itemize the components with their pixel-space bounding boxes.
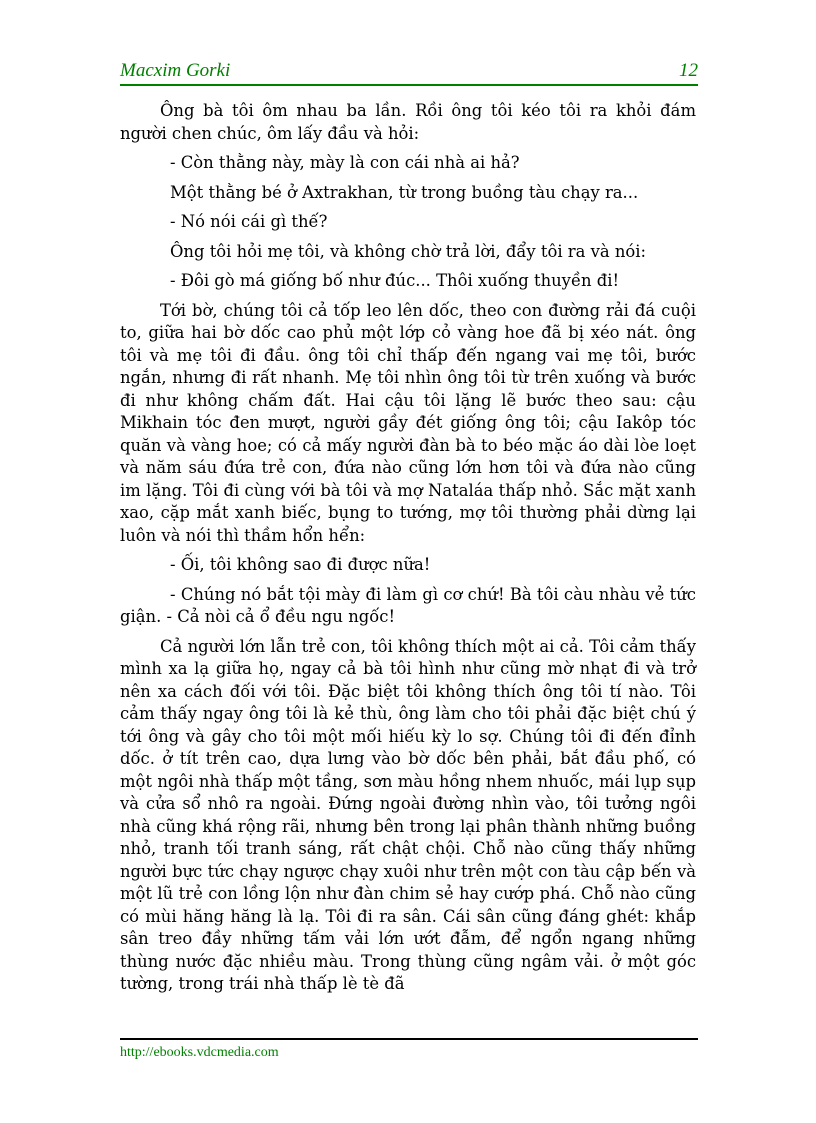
paragraph: Cả người lớn lẫn trẻ con, tôi không thích một ai cả. Tôi cảm thấy mình xa lạ giữa họ, ngay cả bà tôi hình như cũng mờ nhạt đi và trở nên xa cách đối với tôi. Đặc biệt tôi không thích ông tôi tí nào. Tôi cảm thấy ngay ông tôi là kẻ thù, ông làm cho tôi phải đặc biệt chú ý tới ông và gây cho tôi một mối hiếu kỳ lo sợ. Chúng tôi đi đến đỉnh dốc. ở tít trên cao, dựa lưng vào bờ dốc bên phải, bắt đầu phố, có một ngôi nhà thấp một tầng, sơn màu hồng nhem nhuốc, mái lụp sụp và cửa sổ nhô ra ngoài. Đứng ngoài đường nhìn vào, tôi tưởng ngôi nhà cũng khá rộng rãi, nhưng bên trong lại phân thành những buồng nhỏ, tranh tối tranh sáng, rất chật chội. Chỗ nào cũng thấy những người bực tức chạy ngược chạy xuôi như trên một con tàu cập bến và một lũ trẻ con lồng lộn như đàn chim sẻ hay cướp phá. Chỗ nào cũng có mùi hăng hăng là lạ. Tôi đi ra sân. Cái sân cũng đáng ghét: khắp sân treo đầy những tấm vải lớn ướt đẫm, để ngổn ngang những thùng nước đặc nhiều màu. Trong thùng cũng ngâm vải. ở một góc tường, trong trái nhà thấp lè tè đã: [120, 636, 696, 993]
footer-divider: [120, 1038, 698, 1040]
body-text: [120, 100, 696, 1003]
page-header: [120, 60, 698, 86]
paragraph: Một thằng bé ở Axtrakhan, từ trong buồng tàu chạy ra...: [170, 182, 639, 202]
paragraph: Tới bờ, chúng tôi cả tốp leo lên dốc, theo con đường rải đá cuội to, giữa hai bờ dốc cao phủ một lớp cỏ vàng hoe đã bị xéo nát. ông tôi và mẹ tôi đi đầu. ông tôi chỉ thấp đến ngang vai mẹ tôi, bước ngắn, nhưng đi rất nhanh. Mẹ tôi nhìn ông tôi từ trên xuống và bước đi như không chấm đất. Hai cậu tôi lặng lẽ bước theo sau: cậu Mikhain tóc đen mượt, người gầy đét giống ông tôi; cậu Iakôp tóc quăn và vàng hoe; có cả mấy người đàn bà to béo mặc áo dài lòe loẹt và năm sáu đứa trẻ con, đứa nào cũng lớn hơn tôi và đứa nào cũng im lặng. Tôi đi cùng với bà tôi và mợ Nataláa thấp nhỏ. Sắc mặt xanh xao, cặp mắt xanh biếc, bụng to tướng, mợ tôi thường phải dừng lại luôn và nói thì thầm hổn hển:: [120, 300, 696, 545]
paragraph: Ông tôi hỏi mẹ tôi, và không chờ trả lời, đẩy tôi ra và nói:: [170, 241, 647, 261]
paragraph: - Nó nói cái gì thế?: [170, 212, 328, 231]
paragraph: - Chúng nó bắt tội mày đi làm gì cơ chứ! Bà tôi càu nhàu vẻ tức giận. - Cả nòi cả ổ đều ngu ngốc!: [120, 584, 696, 626]
paragraph: Ông bà tôi ôm nhau ba lần. Rồi ông tôi kéo tôi ra khỏi đám người chen chúc, ôm lấy đầu và hỏi:: [120, 101, 696, 143]
header-author: Macxim Gorki: [120, 60, 231, 81]
footer-url: http://ebooks.vdcmedia.com: [120, 1045, 279, 1060]
paragraph: - Ối, tôi không sao đi được nữa!: [170, 555, 431, 574]
header-page-number: 12: [679, 60, 698, 81]
paragraph: - Đôi gò má giống bố như đúc... Thôi xuống thuyền đi!: [170, 271, 620, 290]
paragraph: - Còn thằng này, mày là con cái nhà ai hả?: [170, 153, 520, 172]
